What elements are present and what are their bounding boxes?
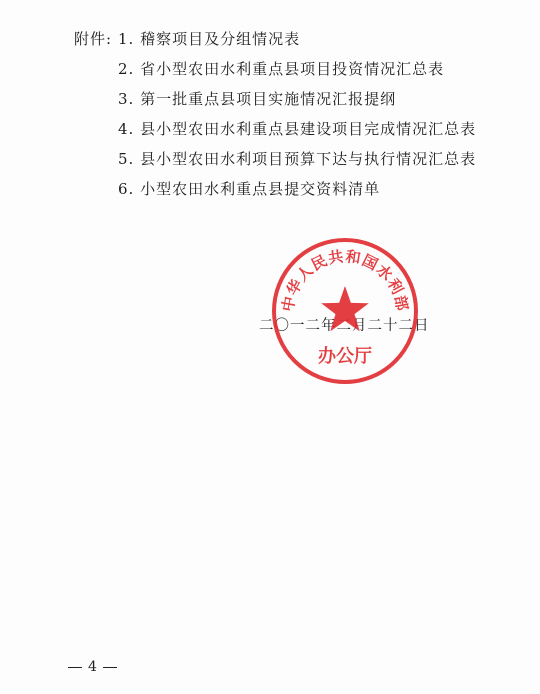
page-number (62, 659, 123, 675)
seal-arc-text: 中华人民共和国水利部 (278, 247, 412, 313)
attachment-item-6: 6. 小型农田水利重点县提交资料清单 (118, 180, 381, 198)
page-number-dash-right (103, 667, 117, 668)
star-icon (321, 286, 369, 331)
seal-bottom-text: 办公厅 (318, 346, 372, 367)
page-number-dash-left (68, 667, 82, 668)
attachment-item-3: 3. 第一批重点县项目实施情况汇报提纲 (118, 90, 397, 108)
official-seal (270, 236, 420, 386)
attachment-item-5: 5. 县小型农田水利项目预算下达与执行情况汇总表 (118, 150, 477, 168)
attachment-item-1: 1. 稽察项目及分组情况表 (118, 30, 301, 48)
attachment-item-4: 4. 县小型农田水利重点县建设项目完成情况汇总表 (118, 120, 477, 138)
issue-date: 二〇一二年二月二十二日 (259, 318, 430, 334)
page-number-value: 4 (88, 659, 97, 675)
attachment-prefix: 附件: (74, 30, 113, 48)
attachment-item-2: 2. 省小型农田水利重点县项目投资情况汇总表 (118, 60, 445, 78)
